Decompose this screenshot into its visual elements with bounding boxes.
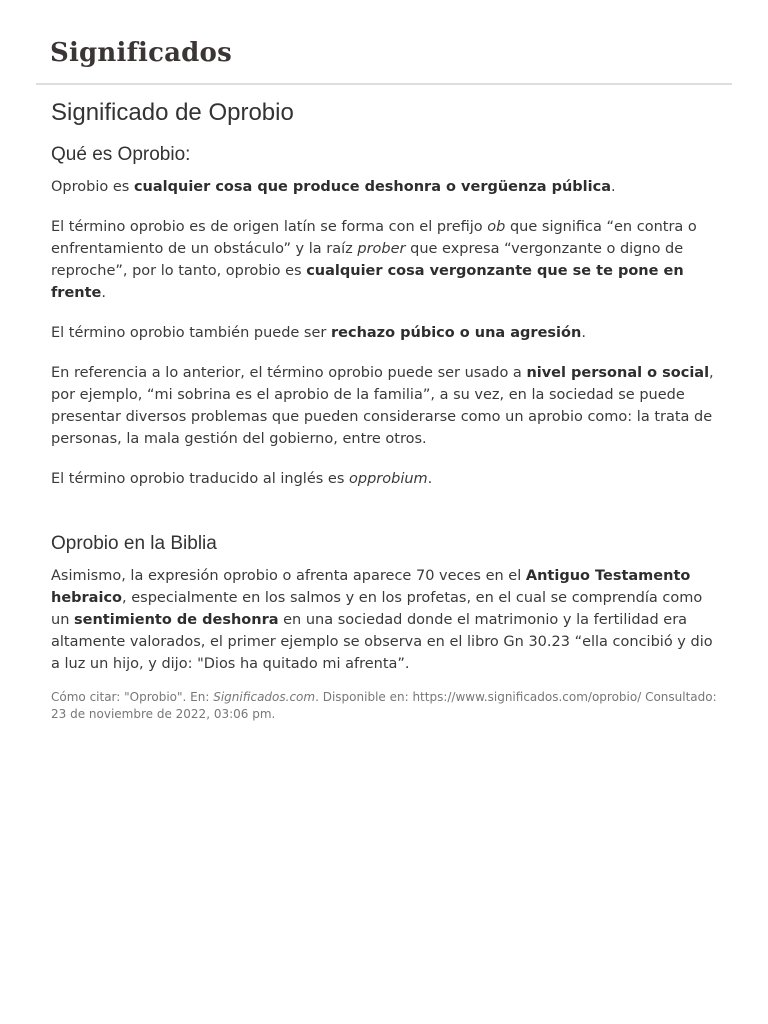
paragraph-definition	[51, 176, 721, 198]
paragraph-translation	[51, 468, 721, 490]
section-heading-que-es: Qué es Oprobio:	[51, 144, 191, 165]
text: .	[581, 325, 586, 341]
text: El término oprobio traducido al inglés es	[51, 471, 349, 487]
italic-text: prober	[357, 241, 406, 257]
paragraph-bible	[51, 565, 721, 675]
italic-text: Significados.com	[213, 690, 316, 704]
text: Asimismo, la expresión oprobio o afrenta aparece 70 veces en el	[51, 568, 526, 584]
article	[51, 96, 721, 723]
text: que expresa “vergonzante o digno de reproche”, por lo tanto, oprobio es	[51, 241, 684, 279]
bold-text: Antiguo Testamento hebraico	[51, 568, 691, 606]
text: El término oprobio es de origen latín se forma con el prefijo	[51, 219, 488, 235]
text: El término oprobio también puede ser	[51, 325, 331, 341]
text: .	[427, 471, 433, 487]
text: , especialmente en los salmos y en los profetas, en el cual se comprendía como un	[51, 590, 703, 628]
paragraph-rejection	[51, 322, 721, 344]
bold-text: rechazo púbico o una agresión	[330, 325, 582, 341]
bold-text: nivel personal o social	[526, 365, 710, 381]
text: en una sociedad donde el matrimonio y la fertilidad era altamente valorados, el primer ejemplo se observa en el libro Gn 30.23 “ella concibió y dio a luz un hijo, y dijo: "Dios ha quitado mi afrenta”.	[51, 612, 713, 672]
text: .	[611, 179, 616, 195]
text: Cómo citar: "Oprobio". En:	[51, 690, 214, 704]
text: , por ejemplo, “mi sobrina es el aprobio de la familia”, a su vez, en la sociedad se puede presentar diversos problemas que pueden considerarse como un aprobio como: la trata de personas, la mala gestión del gobierno, entre otros.	[51, 365, 714, 447]
site-logo[interactable]: Significados	[50, 38, 232, 68]
text: que significa “en contra o enfrentamiento de un obstáculo” y la raíz	[51, 219, 697, 257]
site-header	[36, 0, 732, 85]
text: En referencia a lo anterior, el término oprobio puede ser usado a	[51, 365, 527, 381]
italic-text: ob	[487, 219, 506, 235]
article-title: Significado de Oprobio	[51, 99, 294, 126]
bold-text: cualquier cosa que produce deshonra o vergüenza pública	[133, 179, 612, 195]
paragraph-etymology	[51, 216, 721, 304]
section-heading-biblia: Oprobio en la Biblia	[51, 533, 217, 554]
text: . Disponible en: https://www.significados.com/oprobio/ Consultado: 23 de noviembre de 2022, 03:06 pm.	[51, 690, 717, 721]
citation	[51, 689, 721, 723]
text: Oprobio es	[51, 179, 134, 195]
bold-text: sentimiento de deshonra	[74, 612, 279, 628]
bold-text: cualquier cosa vergonzante que se te pone en frente	[51, 263, 684, 301]
italic-text: opprobium	[349, 471, 428, 487]
paragraph-usage	[51, 362, 721, 450]
text: .	[101, 285, 106, 301]
